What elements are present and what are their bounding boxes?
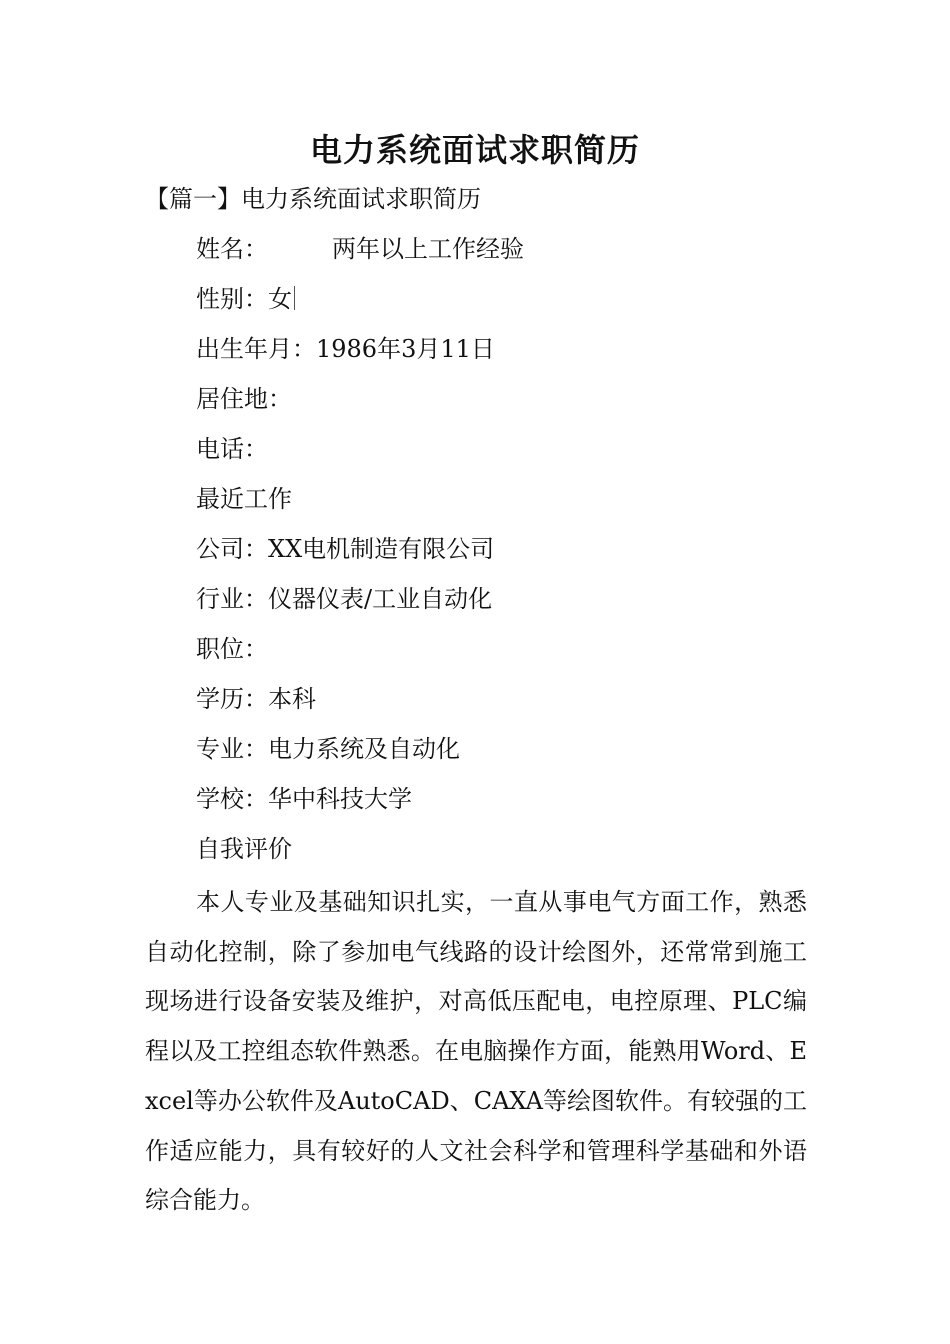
field-label: 电话： xyxy=(196,435,268,463)
resume-field xyxy=(196,782,524,832)
resume-field xyxy=(196,332,524,382)
field-value: 电力系统及自动化 xyxy=(268,735,460,763)
resume-field xyxy=(196,732,524,782)
field-label: 专业： xyxy=(196,735,268,763)
field-value: 仪器仪表/工业自动化 xyxy=(268,585,493,613)
resume-field xyxy=(196,532,524,582)
field-label: 行业： xyxy=(196,585,268,613)
resume-field xyxy=(196,232,524,282)
field-value: XX电机制造有限公司 xyxy=(268,535,495,563)
resume-field xyxy=(196,382,524,432)
field-label: 公司： xyxy=(196,535,268,563)
field-label: 居住地： xyxy=(196,385,292,413)
field-value: 女 xyxy=(268,285,292,313)
resume-field xyxy=(196,682,524,732)
field-value: 本科 xyxy=(268,685,316,713)
field-label: 姓名： xyxy=(196,235,268,263)
resume-fields xyxy=(196,232,524,882)
section-heading: 【篇一】电力系统面试求职简历 xyxy=(145,185,481,213)
resume-field xyxy=(196,482,524,532)
text-cursor-mark xyxy=(294,286,295,310)
field-label: 最近工作 xyxy=(196,485,292,513)
field-label: 学历： xyxy=(196,685,268,713)
field-label: 学校： xyxy=(196,785,268,813)
document-title: 电力系统面试求职简历 xyxy=(309,131,640,169)
field-label: 出生年月： xyxy=(196,335,316,363)
field-value: 1986年3月11日 xyxy=(316,335,495,363)
field-label: 自我评价 xyxy=(196,835,292,863)
resume-field xyxy=(196,832,524,882)
field-value: 两年以上工作经验 xyxy=(332,235,524,263)
resume-field xyxy=(196,632,524,682)
field-label: 职位： xyxy=(196,635,268,663)
self-evaluation-paragraph: 本人专业及基础知识扎实，一直从事电气方面工作，熟悉自动化控制，除了参加电气线路的设计绘图外，还常常到施工现场进行设备安装及维护，对高低压配电，电控原理、PLC编程以及工控组态软件熟悉。在电脑操作方面，能熟用Word、Excel等办公软件及AutoCAD、CAXA等绘图软件。有较强的工作适应能力，具有较好的人文社会科学和管理科学基础和外语综合能力。 xyxy=(145,888,807,1215)
resume-field xyxy=(196,582,524,632)
field-value: 华中科技大学 xyxy=(268,785,412,813)
field-label: 性别： xyxy=(196,285,268,313)
resume-field xyxy=(196,282,524,332)
resume-field xyxy=(196,432,524,482)
